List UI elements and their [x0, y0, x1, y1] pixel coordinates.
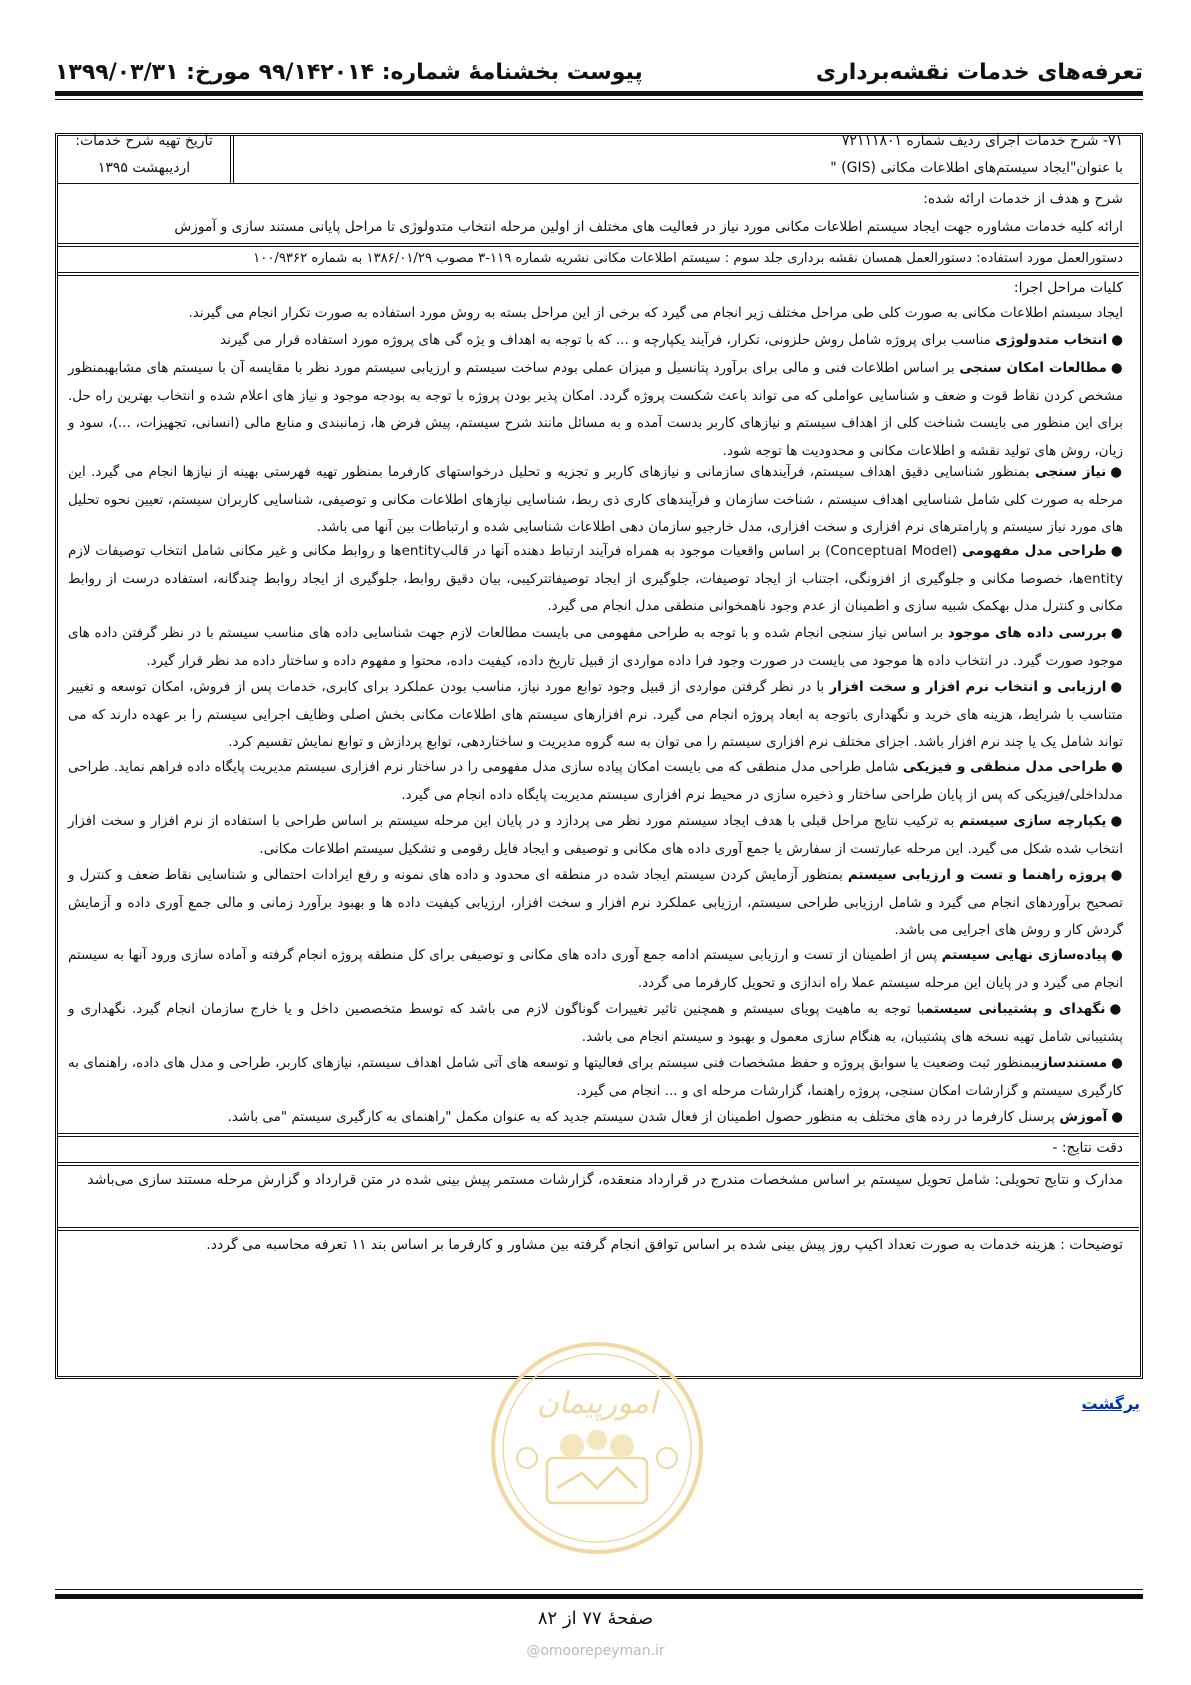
- list-item-title: نیاز سنجی: [1034, 464, 1107, 480]
- row-divider: [57, 1162, 1139, 1163]
- list-item-text: مناسب برای پروژه شامل روش حلزونی، تکرار، فرآیند یکپارچه و ... که با توجه به اهداف و یژه گی های پروژه مورد استفاده قرار می گیرند: [220, 332, 996, 348]
- header-title: تعرفه‌های خدمات نقشه‌برداری: [815, 60, 1143, 85]
- steps-label: کلیات مراحل اجرا:: [1013, 280, 1123, 296]
- list-item-text: بر اساس نیاز سنجی انجام شده و با توجه به طراحی مفهومی می بایست مطالعات لازم جهت شناسایی داده های مناسب سیستم با در نظر گرفتن داده های موجود صورت گیرد. در انتخاب داده ها موجود می بایست در صورت وجود فرا داده مواردی از قبیل تاریخ داده، کیفیت داده، محتوا و مفهوم داده و ساختار داده مد نظر قرار گیرد.: [68, 625, 1123, 669]
- back-link[interactable]: برگشت: [1081, 1394, 1140, 1413]
- list-item-title: پیاده‌سازی نهایی سیستم: [941, 947, 1107, 963]
- list-item: ●مستندسازیبمنظور ثبت وضعیت یا سوابق پروژه و حفظ مشخصات فنی سیستم برای فعالیتها و توسعه های آتی شامل اهداف سیستم، نیازهای کاربر، طراحی و مدل های داده، راهنمای به کارگیری سیستم و گزارشات امکان سنجی، پروژه راهنما، گزارشات مرحله ای و ... انجام می گیرد.: [68, 1055, 1123, 1099]
- page-number: صفحۀ ۷۷ از ۸۲: [537, 1608, 654, 1629]
- row-divider: [57, 243, 1139, 244]
- item-title-line1: ۷۱- شرح خدمات اجرای ردیف شماره ۷۲۱۱۱۸۰۱: [841, 133, 1123, 149]
- date-label: تاریخ تهیه شرح خدمات:: [75, 133, 213, 149]
- list-item-text: (Conceptual Model) بر اساس واقعیات موجود به همراه فرآیند ارتباط دهنده آنها در قالبentityها و روابط مکانی و غیر مکانی شامل انتخاب توصیفات لازم entityها، خصوصا مکانی و جلوگیری از افزونگی، اجتناب از ایجاد توصیفات، جلوگیری از ایجاد توصیفاتترکیبی، بیان دقیق روابط، جلوگیری از ایجاد روابط چندگانه، استفاده درست از روابط مکانی و کنترل مدل بهکمک شبیه سازی و اطمینان از عدم وجود ناهمخوانی منطقی مدل انجام می گیرد.: [68, 543, 1123, 614]
- list-item: ●یکپارچه سازی سیستم به ترکیب نتایج مراحل قبلی با هدف ایجاد سیستم مورد نظر می پردازد و در پایان این مرحله سیستم بر اساس طراحی با استفاده از نرم افزار و سخت افزار انتخاب شده شکل می گیرد. این مرحله عبارتست از سفارش یا جمع آوری داده های مکانی و توصیفی و ایجاد فایل رقومی و تشکیل سیستم اطلاعات مکانی.: [68, 813, 1123, 857]
- list-item-title: بررسی داده های موجود: [947, 625, 1107, 641]
- list-item-title: یکپارچه سازی سیستم: [959, 813, 1107, 829]
- list-item: ●طراحی مدل منطقی و فیزیکی شامل طراحی مدل منطقی که می بایست امکان پیاده سازی مدل مفهومی را در ساختار نرم افزاری سیستم مدیریت پایگاه داده فراهم نماید. طراحی مدلداخلی/فیزیکی که پس از پایان طراحی ساختار و ذخیره سازی در محیط نرم افزاری سیستم مدیریت پایگاه داده انجام می گیرد.: [68, 759, 1123, 803]
- list-item: ●نگهدای و پشتیبانی سیستمبا توجه به ماهیت پویای سیستم و همچنین تاثیر تغییرات گوناگون لازم می باشد که توسط متخصصین داخل و یا خارج سازمان انجام گیرد. نگهداری و پشتیبانی شامل تهیه نسخه های پشتیبان، به هنگام سازی معمول و بهبود و سیستم انجام می باشد.: [68, 1001, 1124, 1045]
- list-item: ●پروژه راهنما و تست و ارزیابی سیستم بمنظور آزمایش کردن سیستم ایجاد شده در منطقه ای محدود و داده های نمونه و رفع ایرادات احتمالی و شناسایی نقاط ضعف و کنترل و تصحیح برآوردهای انجام می گیرد و شامل ارزیابی طراحی سیستم، ارزیابی عملکرد نرم افزار و سخت افزار، ارزیابی کیفیت داده ها و بهبود برآورد زمانی و مالی جمع آوری داده و آزمایش گردش کار و روش های اجرایی می باشد.: [68, 867, 1123, 938]
- footer-rule-thick: [55, 1594, 1143, 1599]
- list-item-text: با در نظر گرفتن مواردی از قبیل وجود توابع مورد نیاز، مناسب بودن عملکرد برای کابری، خدمات پس از فروش، امکان توسعه و تغییر متناسب با شرایط، هزینه های خرید و نگهداری باتوجه به ابعاد پروژه انجام می گیرد. نرم افزارهای سیستم های اطلاعات مکانی بخش اصلی وظایف اجرایی سیستم را بر عهده دارند که می تواند شامل یک یا چند نرم افزار باشد. اجزای مختلف نرم افزاری سیستم را می توان به سه گروه مدیریت و ساختاردهی، توابع پردازش و توابع نمایش تقسیم کرد.: [68, 679, 1123, 750]
- row-divider: [57, 183, 1139, 184]
- list-item-title: پروژه راهنما و تست و ارزیابی سیستم: [847, 867, 1107, 883]
- list-item-text: با توجه به ماهیت پویای سیستم و همچنین تاثیر تغییرات گوناگون لازم می باشد که توسط متخصصین داخل و یا خارج سازمان انجام گیرد. نگهداری و پشتیبانی شامل تهیه نسخه های پشتیبان، به هنگام سازی معمول و بهبود و سیستم انجام می باشد.: [68, 1001, 1123, 1045]
- row-divider: [57, 1133, 1139, 1134]
- list-item: ●ارزیابی و انتخاب نرم افزار و سخت افزار با در نظر گرفتن مواردی از قبیل وجود توابع مورد نیاز، مناسب بودن عملکرد برای کابری، خدمات پس از فروش، امکان توسعه و تغییر متناسب با شرایط، هزینه های خرید و نگهداری باتوجه به ابعاد پروژه انجام می گیرد. نرم افزارهای سیستم های اطلاعات مکانی بخش اصلی وظایف اجرایی سیستم را بر عهده دارند که می تواند شامل یک یا چند نرم افزار باشد. اجزای مختلف نرم افزاری سیستم را می توان به سه گروه مدیریت و ساختاردهی، توابع پردازش و توابع نمایش تقسیم کرد.: [68, 679, 1124, 750]
- list-item-text: پرسنل کارفرما در رده های مختلف به منظور حصول اطمینان از فعال شدن سیستم جدید که به عنوان مکمل "راهنمای به کارگیری سیستم "می باشد.: [227, 1109, 1060, 1125]
- list-item-title: طراحی مدل مفهومی: [962, 543, 1107, 559]
- row-divider: [57, 1230, 1139, 1231]
- list-item-title: ارزیابی و انتخاب نرم افزار و سخت افزار: [829, 679, 1107, 695]
- steps-intro: ایجاد سیستم اطلاعات مکانی به صورت کلی طی مراحل مختلف زیر انجام می گیرد که برخی از این مراحل بسته به روش مورد استفاده به صورت تکرار انجام می گیرند.: [188, 305, 1123, 321]
- omoorepeyman-logo-watermark: [487, 1338, 707, 1558]
- list-item-text: پس از اطمینان از تست و ارزیابی سیستم ادامه جمع آوری داده های مکانی و توصیفی برای کل منطقه پروژه انجام گرفته و آماده سازی ورود آنها به سیستم انجام می گیرد و در پایان این مرحله سیستم عملا راه اندازی و تحویل کارفرما می گردد.: [68, 947, 1123, 991]
- footer-rule-thin: [55, 1589, 1143, 1590]
- list-item-text: بمنظور شناسایی دقیق اهداف سیستم، فرآیندهای سازمانی و نیازهای کاربر و تجزیه و تحلیل درخواستهای کارفرما بمنظور تهیه فهرستی بهینه از نیازها انجام می گیرد. این مرحله به صورت کلی شامل شناسایی اهداف سیستم ، شناخت سازمان و فرآیندهای کاری ذی ربط، شناسایی نیازهای اطلاعات مکانی و توصیفی، شناسایی کاربران سیستم، تعیین نحوه تحلیل های مورد نیاز سیستم و پارامترهای نرم افزاری و سخت افزاری، مدل خارجیو سازمان دهی اطلاعات شناسایی شده و ارتباطات بین آنها می باشد.: [68, 464, 1123, 535]
- list-item-title: آموزش: [1059, 1109, 1108, 1125]
- goal-text: ارائه کلیه خدمات مشاوره جهت ایجاد سیستم اطلاعات مکانی مورد نیاز در فعالیت های مختلف از اولین مرحله انتخاب متدولوژی تا مراحل پایانی مستند سازی و آموزش: [174, 219, 1123, 235]
- list-item: ●بررسی داده های موجود بر اساس نیاز سنجی انجام شده و با توجه به طراحی مفهومی می بایست مطالعات لازم جهت شناسایی داده های مناسب سیستم با در نظر گرفتن داده های موجود صورت گیرد. در انتخاب داده ها موجود می بایست در صورت وجود فرا داده مواردی از قبیل تاریخ داده، کیفیت داده، محتوا و مفهوم داده و ساختار داده مد نظر قرار گیرد.: [68, 625, 1123, 669]
- deliverables-text: مدارک و نتایج تحویلی: شامل تحویل سیستم بر اساس مشخصات مندرج در قرارداد منعقده، گزارشات مستمر پیش بینی شده در متن قرارداد و گزارش مرحله مستند سازی می‌باشد: [87, 1172, 1123, 1188]
- goal-label: شرح و هدف از خدمات ارائه شده:: [923, 191, 1123, 207]
- list-item: ●مطالعات امکان سنجی بر اساس اطلاعات فنی و مالی برای برآورد پتانسیل و میزان عملی بودم ساخت سیستم و ارزیابی سیستم مورد نظر با مقایسه آن با سیستم های مشابهبمنظور مشخص کردن نقاط قوت و ضعف و شناسایی عواملی که می تواند باعث شکست پروژه گردد. امکان پذیر بودن پروژه با توجه به بودجه موجود و نیاز های اعلام شده و انتخاب بهترین راه حل. برای این منظور می بایست شناخت کلی از اهداف سیستم و نیازهای کاربر بدست آمده و به مسائل مانند شرح سیستم، پیش فرض ها، زمانبندی و منابع مالی (انسانی، تجهیزات، ...)، سود و زیان، روش های تولید نقشه و اطلاعات مکانی و محدودیت ها توجه شود.: [68, 360, 1124, 459]
- col-divider: [233, 135, 234, 183]
- header-rule-thick: [55, 91, 1143, 96]
- list-item: ●آموزش پرسنل کارفرما در رده های مختلف به منظور حصول اطمینان از فعال شدن سیستم جدید که به عنوان مکمل "راهنمای به کارگیری سیستم "می باشد.: [227, 1109, 1123, 1125]
- instruction-text: دستورالعمل مورد استفاده: دستورالعمل همسان نقشه برداری جلد سوم : سیستم اطلاعات مکانی نشریه شماره ۱۱۹-۳ مصوب ۱۳۸۶/۰۱/۲۹ به شماره ۱۰۰/۹۳۶۲: [253, 251, 1123, 266]
- row-divider: [57, 272, 1139, 273]
- list-item-title: مطالعات امکان سنجی: [959, 360, 1107, 376]
- list-item-title: انتخاب متدولوژی: [995, 332, 1108, 348]
- header-rule-thin: [55, 99, 1143, 100]
- date-value: اردیبهشت ۱۳۹۵: [97, 160, 191, 176]
- list-item-title: نگهدای و پشتیبانی سیستم: [924, 1001, 1106, 1017]
- col-divider: [230, 135, 231, 183]
- list-item-text: بر اساس اطلاعات فنی و مالی برای برآورد پتانسیل و میزان عملی بودم ساخت سیستم و ارزیابی سیستم مورد نظر با مقایسه آن با سیستم های مشابهبمنظور مشخص کردن نقاط قوت و ضعف و شناسایی عواملی که می تواند باعث شکست پروژه گردد. امکان پذیر بودن پروژه با توجه به بودجه موجود و نیاز های اعلام شده و انتخاب بهترین راه حل. برای این منظور می بایست شناخت کلی از اهداف سیستم و نیازهای کاربر بدست آمده و به مسائل مانند شرح سیستم، پیش فرض ها، زمانبندی و منابع مالی (انسانی، تجهیزات، ...)، سود و زیان، روش های تولید نقشه و اطلاعات مکانی و محدودیت ها توجه شود.: [68, 360, 1123, 459]
- list-item-text: بمنظور ثبت وضعیت یا سوابق پروژه و حفظ مشخصات فنی سیستم برای فعالیتها و توسعه های آتی شامل اهداف سیستم، نیازهای کاربر، طراحی و مدل های داده، راهنمای به کارگیری سیستم و گزارشات امکان سنجی، پروژه راهنما، گزارشات مرحله ای و ... انجام می گیرد.: [68, 1055, 1123, 1099]
- list-item: ●نیاز سنجی بمنظور شناسایی دقیق اهداف سیستم، فرآیندهای سازمانی و نیازهای کاربر و تجزیه و تحلیل درخواستهای کارفرما بمنظور تهیه فهرستی بهینه از نیازها انجام می گیرد. این مرحله به صورت کلی شامل شناسایی اهداف سیستم ، شناخت سازمان و فرآیندهای کاری ذی ربط، شناسایی نیازهای اطلاعات مکانی و توصیفی، شناسایی کاربران سیستم، تعیین نحوه تحلیل های مورد نیاز سیستم و پارامترهای نرم افزاری و سخت افزاری، مدل خارجیو سازمان دهی اطلاعات شناسایی شده و ارتباطات بین آنها می باشد.: [68, 464, 1124, 535]
- list-item: ●طراحی مدل مفهومی (Conceptual Model) بر اساس واقعیات موجود به همراه فرآیند ارتباط دهنده آنها در قالبentityها و روابط مکانی و غیر مکانی شامل انتخاب توصیفات لازم entityها، خصوصا مکانی و جلوگیری از افزونگی، اجتناب از ایجاد توصیفات، جلوگیری از ایجاد توصیفاتترکیبی، بیان دقیق روابط، جلوگیری از ایجاد روابط چندگانه، استفاده درست از روابط مکانی و کنترل مدل بهکمک شبیه سازی و اطمینان از عدم وجود ناهمخوانی منطقی مدل انجام می گیرد.: [68, 543, 1123, 614]
- list-item-text: به ترکیب نتایج مراحل قبلی با هدف ایجاد سیستم مورد نظر می پردازد و در پایان این مرحله سیستم بر اساس طراحی با استفاده از نرم افزار و سخت افزار انتخاب شده شکل می گیرد. این مرحله عبارتست از سفارش یا جمع آوری داده های مکانی و توصیفی و ایجاد فایل رقومی و تشکیل سیستم اطلاعات مکانی.: [68, 813, 1123, 857]
- accuracy-text: دقت نتایج: -: [1052, 1140, 1123, 1156]
- list-item-title: مستندسازی: [1034, 1055, 1108, 1071]
- website-watermark: @omoorepeyman.ir: [526, 1643, 665, 1659]
- notes-text: توضیحات : هزینه خدمات به صورت تعداد اکیپ روز پیش بینی شده بر اساس توافق انجام گرفته بین مشاور و کارفرما بر اساس بند ۱۱ تعرفه محاسبه می گردد.: [206, 1237, 1123, 1253]
- list-item-text: شامل طراحی مدل منطقی که می بایست امکان پیاده سازی مدل مفهومی را در ساختار نرم افزاری سیستم مدیریت پایگاه داده فراهم نماید. طراحی مدلداخلی/فیزیکی که پس از پایان طراحی ساختار و ذخیره سازی در محیط نرم افزاری سیستم مدیریت پایگاه داده انجام می گیرد.: [68, 759, 1123, 803]
- list-item-text: بمنظور آزمایش کردن سیستم ایجاد شده در منطقه ای محدود و داده های نمونه و رفع ایرادات احتمالی و شناسایی نقاط ضعف و کنترل و تصحیح برآوردهای انجام می گیرد و شامل ارزیابی طراحی سیستم، ارزیابی عملکرد نرم افزار و سخت افزار، ارزیابی کیفیت داده ها و بهبود برآورد زمانی و مالی جمع آوری داده و آزمایش گردش کار و روش های اجرایی می باشد.: [68, 867, 1123, 938]
- row-divider: [57, 1165, 1139, 1166]
- list-item-title: طراحی مدل منطقی و فیزیکی: [902, 759, 1108, 775]
- page-header: [55, 60, 1143, 90]
- row-divider: [57, 1227, 1139, 1228]
- svg-text:امورپیمان: امورپیمان: [536, 1386, 658, 1421]
- header-circular-ref: پیوست بخشنامۀ شماره: ۹۹/۱۴۲۰۱۴ مورخ: ۱۳۹۹/۰۳/۳۱: [55, 60, 643, 85]
- list-item: ●انتخاب متدولوژی مناسب برای پروژه شامل روش حلزونی، تکرار، فرآیند یکپارچه و ... که با توجه به اهداف و یژه گی های پروژه مورد استفاده قرار می گیرند: [220, 332, 1123, 348]
- item-title-line2: با عنوان"ایجاد سیستم‌های اطلاعات مکانی (GIS) ": [830, 160, 1123, 176]
- list-item: ●پیاده‌سازی نهایی سیستم پس از اطمینان از تست و ارزیابی سیستم ادامه جمع آوری داده های مکانی و توصیفی برای کل منطقه پروژه انجام گرفته و آماده سازی ورود آنها به سیستم انجام می گیرد و در پایان این مرحله سیستم عملا راه اندازی و تحویل کارفرما می گردد.: [68, 947, 1123, 991]
